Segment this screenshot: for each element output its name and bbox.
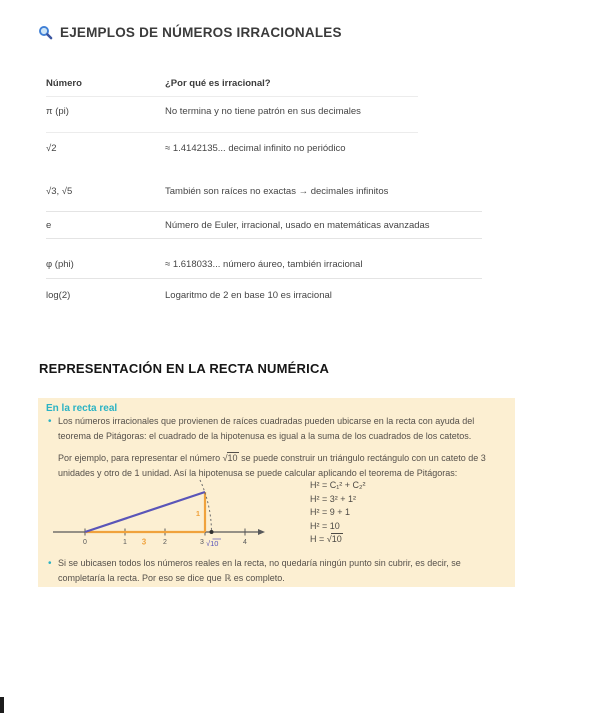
vertical-leg-label: 1 [195, 509, 200, 518]
equation-line: H² = 9 + 1 [310, 507, 351, 517]
number-line-diagram [48, 474, 298, 559]
table-row [46, 106, 482, 120]
tick-label: 2 [163, 539, 167, 546]
razon-cell: Logaritmo de 2 en base 10 es irracional [165, 290, 332, 301]
tick-label: 4 [243, 539, 247, 546]
table-row [46, 220, 482, 234]
numero-cell: √2 [46, 143, 57, 154]
table-row [46, 290, 482, 304]
sqrt-expression: √10 [222, 453, 238, 463]
pythagoras-equations [310, 479, 366, 547]
equation-line: H² = 10 [310, 520, 340, 531]
table-row [46, 143, 482, 157]
razon-cell: No termina y no tiene patrón en sus decimales [165, 106, 361, 117]
tick-label: 0 [83, 539, 87, 546]
page-title: EJEMPLOS DE NÚMEROS IRRACIONALES [60, 25, 342, 40]
razon-cell: También son raíces no exactas → decimales infinitos [165, 186, 389, 197]
recta-real-box [38, 398, 515, 587]
tick-label: 3 [200, 539, 204, 546]
paragraph-completo: Si se ubicasen todos los números reales en la recta, no quedaría ningún punto sin cubrir, es decir, se completaría la recta. Por eso se dice que ℝ es completo. [58, 558, 461, 583]
numero-cell: √3, √5 [46, 186, 73, 197]
bullet-icon: • [48, 416, 52, 427]
box-heading: En la recta real [46, 403, 118, 414]
row-separator [46, 278, 482, 279]
razon-cell: Número de Euler, irracional, usado en matemáticas avanzadas [165, 220, 430, 231]
row-separator [46, 132, 418, 133]
equation-line: H = √10 [310, 534, 342, 544]
razon-cell: ≈ 1.4142135... decimal infinito no periódico [165, 143, 346, 154]
numero-cell: φ (phi) [46, 259, 74, 270]
equation-line: H² = 3² + 1² [310, 493, 357, 504]
triangle-hypotenuse [85, 492, 205, 532]
bullet-icon: • [48, 558, 52, 569]
doc-title [38, 25, 342, 40]
sqrt10-point [210, 530, 214, 534]
table-row [46, 259, 482, 273]
column-header-razon: ¿Por qué es irracional? [165, 78, 271, 89]
table-row [46, 186, 482, 200]
row-separator [46, 211, 482, 212]
paragraph-teorema: Los números irracionales que provienen de raíces cuadradas pueden ubicarse en la recta con ayuda del teorema de Pitágoras: el cuadrado de la hipotenusa es igual a la suma de los cuadrados de los catetos. [58, 416, 475, 441]
row-separator [46, 96, 418, 97]
numero-cell: log(2) [46, 290, 71, 301]
numero-cell: e [46, 220, 52, 231]
section-title: REPRESENTACIÓN EN LA RECTA NUMÉRICA [39, 361, 330, 376]
tick-label: 1 [123, 539, 127, 546]
axis-arrow-icon [258, 529, 265, 535]
horizontal-leg-label: 3 [141, 537, 147, 547]
column-header-numero: Número [46, 78, 82, 89]
razon-cell: ≈ 1.618033... número áureo, también irracional [165, 259, 363, 270]
paragraph-ejemplo: Por ejemplo, para representar el número √10 se puede construir un triángulo rectángulo con un cateto de 3 unidades y otro de 1 unidad. Así la hipotenusa se puede calcular aplicando el teorema de Pitágoras: [58, 453, 486, 478]
numero-cell: π (pi) [46, 106, 69, 117]
sqrt10-label: √10 [206, 539, 219, 548]
equation-line: H² = C₁² + C₂² [310, 480, 366, 490]
magnifier-icon [38, 25, 53, 40]
corner-mark [0, 697, 4, 713]
irrational-numbers-table [46, 75, 482, 320]
sqrt-expression: √10 [326, 534, 342, 544]
row-separator [46, 238, 482, 239]
